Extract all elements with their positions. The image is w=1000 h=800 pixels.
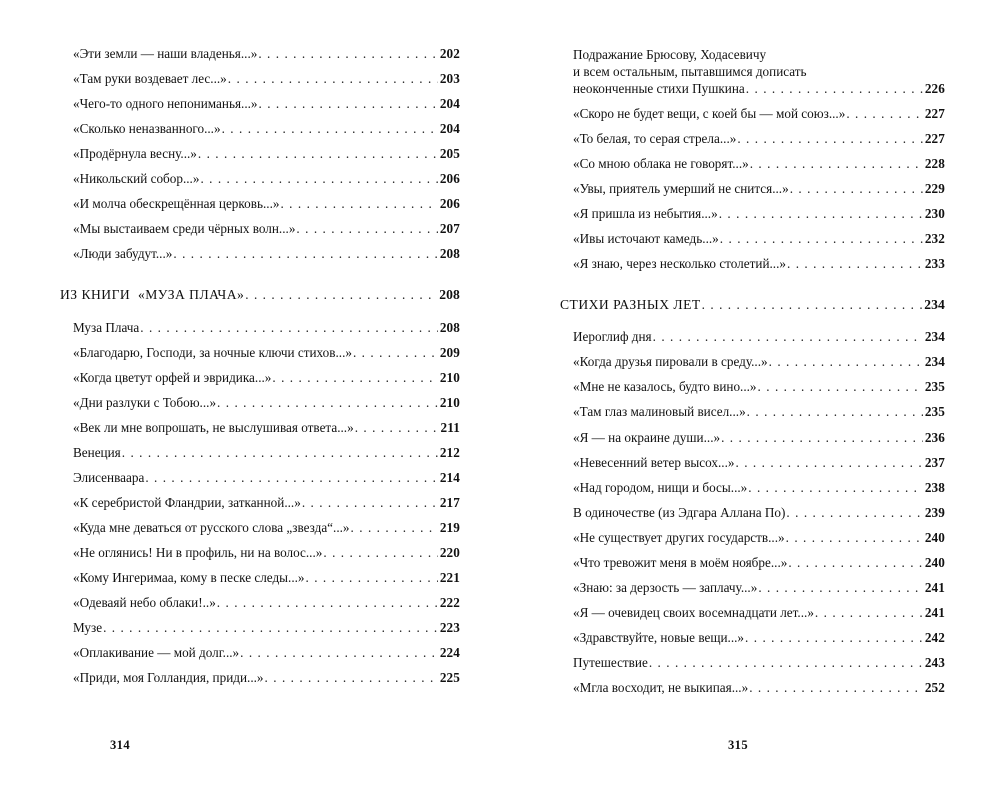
toc-entry-row (73, 121, 460, 136)
toc-entry-row (73, 46, 460, 61)
toc-entry-title: «Я пришла из небытия...» (573, 206, 718, 221)
toc-entry-row (73, 545, 460, 560)
toc-entry-title: неоконченные стихи Пушкина (573, 80, 745, 96)
toc-entry-row (573, 354, 945, 369)
dot-leader (272, 370, 437, 385)
toc-entry-row (573, 480, 945, 495)
toc-entry-row (573, 131, 945, 146)
dot-leader (790, 181, 923, 196)
toc-entry-row (73, 345, 460, 360)
toc-entry-row (73, 320, 460, 335)
toc-entry[interactable] (73, 545, 460, 560)
dot-leader (719, 206, 923, 221)
dot-leader (217, 595, 438, 610)
toc-entry-title: «Век ли мне вопрошать, не выслушивая ответа...» (73, 419, 354, 435)
dot-leader (736, 455, 923, 470)
toc-entry-row (73, 146, 460, 161)
dot-leader (258, 46, 437, 61)
toc-entry[interactable] (573, 131, 945, 146)
toc-entry-row (73, 620, 460, 635)
toc-entry-row (73, 520, 460, 535)
toc-entry-title: «Увы, приятель умерший не снится...» (573, 180, 789, 196)
toc-entry[interactable] (573, 156, 945, 171)
dot-leader (280, 196, 437, 211)
toc-entry[interactable] (73, 71, 460, 86)
toc-entry[interactable] (573, 555, 945, 570)
dot-leader (103, 620, 438, 635)
toc-entry-title: «Знаю: за дерзость — заплачу...» (573, 579, 758, 595)
toc-entry[interactable] (73, 395, 460, 410)
page-right (500, 0, 1000, 800)
toc-entry-row (573, 156, 945, 171)
toc-entry-title: «Мы выстаиваем среди чёрных волн...» (73, 221, 296, 237)
toc-entry-page-number: 228 (924, 155, 945, 171)
toc-entry-title: «Оплакивание — мой долг...» (73, 644, 240, 660)
toc-entry[interactable] (73, 370, 460, 385)
toc-entry-title: «Чего-то одного непониманья...» (73, 96, 258, 112)
toc-entry-row (573, 605, 945, 620)
toc-entry-row (573, 106, 945, 121)
toc-entry-page-number: 243 (924, 654, 945, 670)
toc-entry-title: «Эти земли — наши владенья...» (73, 46, 258, 61)
toc-entry-title: «И молча обескрещённая церковь...» (73, 196, 280, 212)
toc-entry-page-number: 234 (924, 296, 945, 312)
toc-column-right (560, 46, 945, 720)
toc-entry-page-number: 223 (439, 619, 460, 635)
dot-leader (737, 131, 922, 146)
toc-entry-page-number: 230 (924, 206, 945, 221)
toc-entry-title-line: и всем остальным, пытавшимся дописать (573, 64, 807, 80)
toc-entry-title: «Там руки воздевает лес...» (73, 71, 227, 87)
toc-entry-page-number: 203 (439, 71, 460, 87)
toc-entry[interactable] (573, 530, 945, 545)
toc-entry-row (573, 329, 945, 344)
dot-leader (748, 480, 923, 495)
toc-entry-title: «Дни разлуки с Тобою...» (73, 394, 217, 410)
toc-entry-title: «Со мною облака не говорят...» (573, 155, 749, 171)
toc-entry-row (73, 445, 460, 460)
dot-leader (747, 404, 923, 419)
dot-leader (259, 96, 438, 111)
toc-entry[interactable] (573, 329, 945, 344)
toc-entry[interactable] (573, 655, 945, 670)
toc-entry-row (73, 495, 460, 510)
toc-entry-page-number: 221 (439, 569, 460, 585)
dot-leader (353, 345, 438, 360)
toc-entry-page-number: 208 (439, 286, 460, 302)
toc-entry-row (573, 530, 945, 545)
toc-entry-row (573, 555, 945, 570)
toc-entry-title: «Мгла восходит, не выкипая...» (573, 679, 749, 695)
toc-entry[interactable] (573, 379, 945, 394)
toc-entry-row (573, 655, 945, 670)
toc-entry[interactable] (573, 404, 945, 419)
toc-entry-row (73, 246, 460, 261)
toc-entry-row (573, 505, 945, 520)
toc-entry-row (73, 196, 460, 211)
dot-leader (758, 379, 923, 394)
toc-entry-page-number: 235 (924, 379, 945, 395)
toc-entry-page-number: 220 (439, 544, 460, 560)
toc-entry[interactable] (73, 620, 460, 635)
folio-right: 315 (727, 738, 749, 752)
toc-entry-row (73, 470, 460, 485)
toc-entry-page-number: 233 (924, 256, 945, 272)
toc-entry-row (573, 680, 945, 695)
toc-entry[interactable] (73, 495, 460, 510)
toc-entry[interactable] (73, 146, 460, 161)
toc-entry-title-line: Подражание Брюсову, Ходасевичу (573, 47, 767, 62)
toc-entry-title: «Ивы источают камедь...» (573, 231, 719, 247)
toc-entry-title: «К серебристой Фландрии, затканной...» (73, 494, 301, 510)
dot-leader (245, 287, 437, 302)
toc-entry-page-number: 214 (439, 469, 460, 485)
toc-entry-title: «Невесенний ветер высох...» (573, 454, 735, 470)
toc-entry-page-number: 204 (439, 121, 460, 137)
dot-leader (240, 645, 438, 660)
toc-entry-title: «То белая, то серая стрела...» (573, 130, 737, 146)
toc-entry[interactable] (573, 46, 945, 96)
dot-leader (786, 505, 922, 520)
toc-entry-title: Элисенваара (73, 469, 145, 485)
toc-entry-title: «Люди забудут...» (73, 246, 173, 262)
toc-entry[interactable] (573, 480, 945, 495)
toc-entry-row (573, 455, 945, 470)
toc-entry-page-number: 217 (439, 494, 460, 510)
dot-leader (702, 297, 923, 312)
toc-entry-row (73, 221, 460, 236)
toc-entry-row (73, 570, 460, 585)
dot-leader (649, 655, 923, 670)
toc-entry-page-number: 207 (439, 221, 460, 237)
toc-entry-page-number: 224 (439, 644, 460, 660)
toc-entry-title: ИЗ КНИГИ «МУЗА ПЛАЧА» (60, 286, 245, 302)
dot-leader (200, 171, 437, 186)
toc-entry-page-number: 227 (924, 105, 945, 121)
toc-entry[interactable] (573, 181, 945, 196)
toc-entry[interactable] (573, 206, 945, 221)
dot-leader (323, 545, 437, 560)
toc-entry[interactable] (573, 455, 945, 470)
toc-entry-row (573, 81, 945, 96)
dot-leader (306, 570, 438, 585)
toc-entry-page-number: 210 (439, 369, 460, 385)
toc-entry-title: Иероглиф дня (573, 329, 652, 345)
dot-leader (198, 146, 438, 161)
toc-entry-page-number: 252 (924, 679, 945, 695)
dot-leader (653, 329, 923, 344)
toc-entry-page-number: 239 (924, 504, 945, 520)
toc-entry-row (73, 420, 460, 435)
dot-leader (140, 320, 438, 335)
toc-entry-page-number: 237 (924, 454, 945, 470)
toc-entry-page-number: 222 (439, 594, 460, 610)
dot-leader (228, 71, 438, 86)
toc-entry-title: «Никольский собор...» (73, 171, 200, 187)
toc-entry[interactable] (73, 246, 460, 261)
toc-entry-title: «Приди, моя Голландия, приди...» (73, 670, 264, 686)
toc-entry-row (560, 297, 945, 313)
toc-column-left (60, 46, 460, 720)
toc-entry[interactable] (573, 430, 945, 445)
toc-entry[interactable] (73, 96, 460, 111)
dot-leader (746, 81, 923, 96)
toc-entry-page-number: 226 (924, 80, 945, 96)
toc-entry-page-number: 241 (924, 604, 945, 620)
toc-entry-title: «Когда цветут орфей и эвридика...» (73, 369, 272, 385)
toc-entry-title: «Мне не казалось, будто вино...» (573, 379, 757, 395)
toc-entry-row (60, 287, 460, 303)
toc-entry-row (573, 206, 945, 221)
dot-leader (846, 106, 923, 121)
toc-entry[interactable] (573, 354, 945, 369)
toc-entry-page-number: 240 (924, 554, 945, 570)
toc-entry-page-number: 212 (439, 444, 460, 460)
dot-leader (749, 680, 923, 695)
toc-entry-title: Венеция (73, 444, 121, 460)
toc-entry[interactable] (573, 580, 945, 595)
toc-entry-title: «Одеваяй небо облаки!..» (73, 594, 216, 610)
toc-entry[interactable] (73, 320, 460, 335)
toc-entry[interactable] (573, 605, 945, 620)
dot-leader (122, 445, 438, 460)
dot-leader (302, 495, 438, 510)
toc-entry[interactable] (73, 46, 460, 61)
toc-entry-row (573, 430, 945, 445)
toc-entry-title: «Куда мне деваться от русского слова „звезда“...» (73, 519, 350, 535)
toc-entry-page-number: 204 (439, 96, 460, 112)
toc-entry-page-number: 227 (924, 130, 945, 146)
toc-entry-page-number: 206 (439, 171, 460, 187)
toc-entry-title: СТИХИ РАЗНЫХ ЛЕТ (560, 296, 701, 312)
toc-section-heading[interactable] (560, 297, 945, 313)
toc-entry[interactable] (73, 470, 460, 485)
toc-entry-row (73, 395, 460, 410)
toc-entry-page-number: 210 (439, 394, 460, 410)
toc-entry[interactable] (73, 520, 460, 535)
toc-entry-title: «Продёрнула весну...» (73, 146, 197, 162)
toc-entry-row (573, 256, 945, 271)
toc-entry[interactable] (73, 221, 460, 236)
dot-leader (145, 470, 438, 485)
dot-leader (788, 555, 922, 570)
toc-entry-page-number: 209 (439, 344, 460, 360)
toc-entry-row (573, 231, 945, 246)
toc-entry-page-number: 229 (924, 180, 945, 196)
toc-entry-row (573, 630, 945, 645)
dot-leader (720, 231, 923, 246)
toc-entry[interactable] (573, 256, 945, 271)
toc-entry-row (573, 181, 945, 196)
dot-leader (787, 256, 923, 271)
toc-entry-row (73, 595, 460, 610)
toc-entry-title: «Скоро не будет вещи, с коей бы — мой союз...» (573, 105, 846, 121)
dot-leader (769, 354, 923, 369)
toc-entry-title: «Здравствуйте, новые вещи...» (573, 629, 745, 645)
toc-entry-title: Путешествие (573, 654, 648, 670)
toc-entry-page-number: 234 (924, 354, 945, 370)
toc-entry-page-number: 202 (439, 46, 460, 61)
toc-entry-page-number: 240 (924, 529, 945, 545)
toc-entry-page-number: 205 (439, 146, 460, 162)
toc-entry-page-number: 208 (439, 319, 460, 335)
toc-entry-title: «Благодарю, Господи, за ночные ключи стихов...» (73, 344, 352, 360)
toc-entry[interactable] (73, 345, 460, 360)
folio-left: 314 (109, 738, 131, 752)
toc-entry-title: «Не существует других государств...» (573, 529, 785, 545)
toc-entry[interactable] (73, 420, 460, 435)
toc-entry[interactable] (573, 106, 945, 121)
toc-entry-title: «Там глаз малиновый висел...» (573, 404, 746, 420)
toc-entry-row (573, 404, 945, 419)
toc-entry-title: «Кому Ингеримаа, кому в песке следы...» (73, 569, 305, 585)
toc-entry[interactable] (73, 570, 460, 585)
toc-section-heading[interactable] (60, 287, 460, 303)
toc-entry[interactable] (73, 196, 460, 211)
toc-entry-page-number: 234 (924, 329, 945, 345)
toc-entry-row (573, 580, 945, 595)
dot-leader (351, 520, 438, 535)
toc-entry-page-number: 242 (924, 629, 945, 645)
toc-entry-row (73, 670, 460, 685)
toc-entry-row (73, 370, 460, 385)
toc-entry-page-number: 232 (924, 231, 945, 247)
dot-leader (758, 580, 923, 595)
toc-entry[interactable] (73, 670, 460, 685)
toc-entry-page-number: 225 (439, 670, 460, 686)
dot-leader (815, 605, 923, 620)
toc-entry-title: «Я — на окраине души...» (573, 429, 721, 445)
toc-entry-title: «Я знаю, через несколько столетий...» (573, 256, 786, 272)
dot-leader (296, 221, 437, 236)
toc-entry-row (73, 645, 460, 660)
toc-entry-page-number: 208 (439, 246, 460, 262)
toc-entry-page-number: 238 (924, 479, 945, 495)
toc-entry-title: «Не оглянись! Ни в профиль, ни на волос...» (73, 544, 323, 560)
toc-entry-title: «Я — очевидец своих восемнадцати лет...» (573, 604, 814, 620)
toc-entry-title: «Над городом, нищи и босы...» (573, 479, 748, 495)
toc-entry[interactable] (573, 630, 945, 645)
dot-leader (745, 630, 923, 645)
toc-entry[interactable] (573, 505, 945, 520)
toc-entry-page-number: 235 (924, 404, 945, 420)
toc-entry-title: Музе (73, 619, 103, 635)
toc-entry[interactable] (73, 171, 460, 186)
dot-leader (265, 670, 438, 685)
dot-leader (217, 395, 438, 410)
dot-leader (355, 420, 439, 435)
toc-entry-row (73, 96, 460, 111)
dot-leader (786, 530, 923, 545)
toc-entry[interactable] (573, 680, 945, 695)
dot-leader (173, 246, 437, 261)
dot-leader (721, 430, 923, 445)
toc-entry-title: В одиночестве (из Эдгара Аллана По) (573, 504, 786, 520)
toc-entry[interactable] (73, 595, 460, 610)
toc-entry-row (73, 71, 460, 86)
toc-entry-page-number: 219 (439, 519, 460, 535)
dot-leader (222, 121, 438, 136)
toc-entry-page-number: 211 (440, 419, 460, 435)
toc-entry[interactable] (73, 121, 460, 136)
toc-entry-title: Муза Плача (73, 319, 140, 335)
toc-entry-title: «Когда друзья пировали в среду...» (573, 354, 768, 370)
toc-entry-page-number: 241 (924, 579, 945, 595)
toc-entry[interactable] (73, 645, 460, 660)
toc-entry-row (73, 171, 460, 186)
toc-entry-title: «Что тревожит меня в моём ноябре...» (573, 554, 788, 570)
toc-entry-title: «Сколько неназванного...» (73, 121, 221, 137)
toc-entry[interactable] (73, 445, 460, 460)
toc-entry-page-number: 206 (439, 196, 460, 212)
toc-entry-page-number: 236 (924, 429, 945, 445)
toc-entry-row (573, 379, 945, 394)
dot-leader (750, 156, 923, 171)
toc-entry[interactable] (573, 231, 945, 246)
